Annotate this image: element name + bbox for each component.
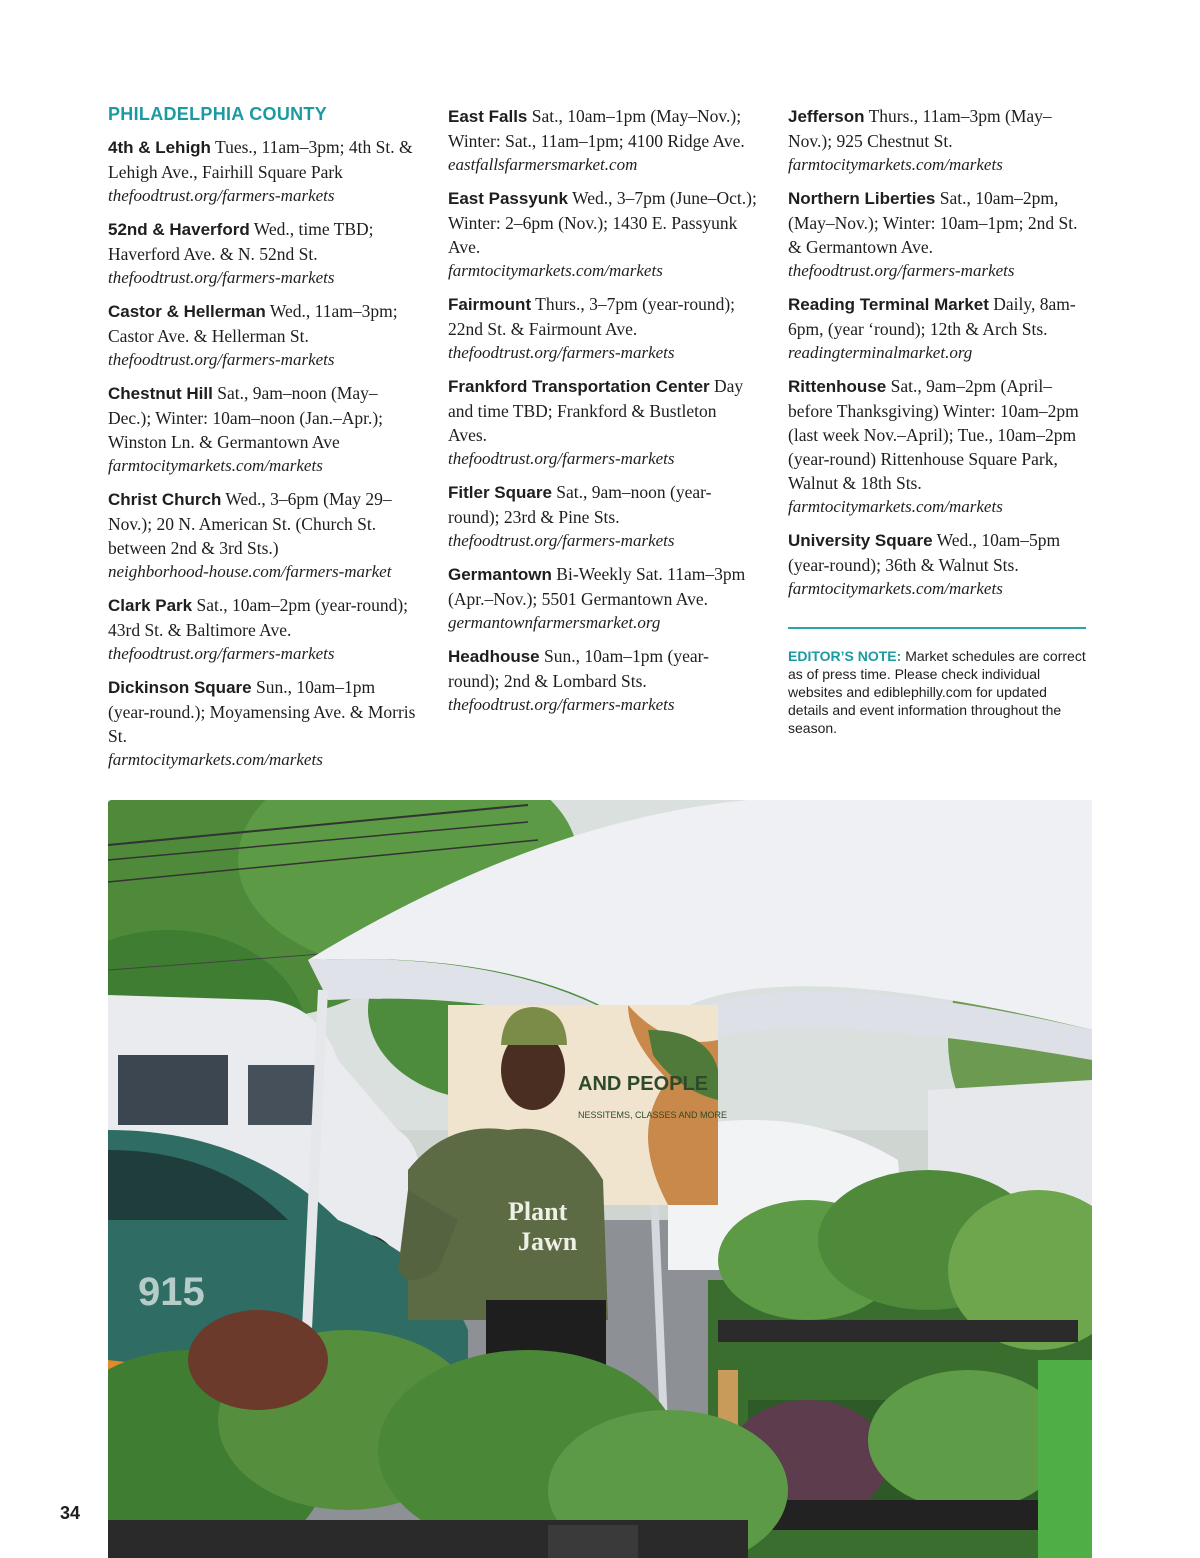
svg-text:915: 915 [138,1270,205,1314]
market-url: farmtocitymarkets.com/markets [788,497,1003,516]
market-name: Fitler Square [448,483,552,502]
market-name: Frankford Transportation Center [448,377,710,396]
market-name: 4th & Lehigh [108,138,211,157]
market-url: farmtocitymarkets.com/markets [788,155,1003,174]
market-entry [448,186,758,283]
market-name: Germantown [448,565,552,584]
market-name: Chestnut Hill [108,384,213,403]
market-details: Tues., 11am–3pm; 4th St. & Lehigh Ave., Fairhill Square Park [108,137,413,182]
market-entry [108,299,418,372]
column-3-list [788,104,1088,601]
section-heading: PHILADELPHIA COUNTY [108,104,328,124]
market-name: Castor & Hellerman [108,302,266,321]
market-entry [448,644,758,717]
market-url: thefoodtrust.org/farmers-markets [448,531,675,550]
market-name: University Square [788,531,933,550]
market-entry [788,374,1088,519]
market-details: Wed., 3–7pm (June–Oct.); Winter: 2–6pm (Nov.); 1430 E. Passyunk Ave. [448,188,757,257]
market-entry [448,292,758,365]
market-entry [108,487,418,584]
market-details: Thurs., 3–7pm (year-round); 22nd St. & Fairmount Ave. [448,294,736,339]
market-details: Sat., 9am–noon (May–Dec.); Winter: 10am–noon (Jan.–Apr.); Winston Ln. & Germantown Ave [108,383,384,452]
market-entry [448,562,758,635]
market-name: Headhouse [448,647,540,666]
market-details: Sat., 10am–2pm, (May–Nov.); Winter: 10am–1pm; 2nd St. & Germantown Ave. [788,188,1078,257]
market-url: thefoodtrust.org/farmers-markets [108,644,335,663]
market-details: Wed., 11am–3pm; Castor Ave. & Hellerman St. [108,301,398,346]
market-details: Thurs., 11am–3pm (May–Nov.); 925 Chestnut St. [788,106,1052,151]
page-number: 34 [60,1503,81,1523]
market-name: Jefferson [788,107,865,126]
market-photo-illustration [108,800,1092,1558]
market-name: Northern Liberties [788,189,936,208]
market-entry [108,381,418,478]
market-entry [448,374,758,471]
column-2 [448,104,758,726]
market-name: Reading Terminal Market [788,295,989,314]
market-details: Sat., 10am–1pm (May–Nov.); Winter: Sat., 11am–1pm; 4100 Ridge Ave. [448,106,745,151]
market-url: thefoodtrust.org/farmers-markets [448,695,675,714]
market-details: Sun., 10am–1pm (year-round); 2nd & Lombard Sts. [448,646,709,691]
market-url: farmtocitymarkets.com/markets [448,261,663,280]
market-url: farmtocitymarkets.com/markets [108,750,323,769]
sweatshirt-text-line2: Jawn [518,1227,578,1256]
market-url: thefoodtrust.org/farmers-markets [448,343,675,362]
market-url: thefoodtrust.org/farmers-markets [108,186,335,205]
market-details: Wed., 10am–5pm (year-round); 36th & Walnut Sts. [788,530,1061,575]
market-details: Wed., 3–6pm (May 29–Nov.); 20 N. American St. (Church St. between 2nd & 3rd Sts.) [108,489,392,558]
column-3 [788,104,1088,737]
market-entry [788,104,1088,177]
market-name: Clark Park [108,596,193,615]
market-url: farmtocitymarkets.com/markets [108,456,323,475]
market-photo [108,800,1092,1558]
market-details: Sun., 10am–1pm (year-round.); Moyamensing Ave. & Morris St. [108,677,416,746]
market-entry [108,135,418,208]
market-url: farmtocitymarkets.com/markets [788,579,1003,598]
market-details: Sat., 10am–2pm (year-round); 43rd St. & Baltimore Ave. [108,595,409,640]
market-url: readingterminalmarket.org [788,343,973,362]
market-entry [788,528,1088,601]
market-entry [108,675,418,772]
banner-text: AND PEOPLE [578,1073,709,1095]
market-name: Dickinson Square [108,678,252,697]
editor-note [788,647,1088,737]
column-1 [108,104,418,781]
divider [788,627,1086,629]
market-details: Sat., 9am–noon (year-round); 23rd & Pine Sts. [448,482,712,527]
market-details: Day and time TBD; Frankford & Bustleton Aves. [448,376,744,445]
market-details: Bi-Weekly Sat. 11am–3pm (Apr.–Nov.); 5501 Germantown Ave. [448,564,746,609]
market-url: thefoodtrust.org/farmers-markets [108,268,335,287]
market-entry [448,104,758,177]
market-name: East Passyunk [448,189,569,208]
market-name: Fairmount [448,295,532,314]
market-name: 52nd & Haverford [108,220,250,239]
market-entry [788,292,1088,365]
market-url: thefoodtrust.org/farmers-markets [448,449,675,468]
market-url: thefoodtrust.org/farmers-markets [108,350,335,369]
market-entry [448,480,758,553]
market-url: germantownfarmersmarket.org [448,613,661,632]
market-url: eastfallsfarmersmarket.com [448,155,638,174]
market-details: Sat., 9am–2pm (April–before Thanksgiving) Winter: 10am–2pm (last week Nov.–April); Tue., 10am–2pm (year-round) Rittenhouse Square Park, Walnut & 18th Sts. [788,376,1079,493]
market-details: Wed., time TBD; Haverford Ave. & N. 52nd St. [108,219,374,264]
market-url: thefoodtrust.org/farmers-markets [788,261,1015,280]
banner-small-text: NESSITEMS, CLASSES AND MORE [578,1110,728,1120]
editor-note-text: Market schedules are correct as of press time. Please check individual websites and ediblephilly.com for updated details and event information throughout the season. [788,648,1086,736]
sweatshirt-text-line1: Plant [508,1197,568,1226]
market-name: Christ Church [108,490,222,509]
market-name: East Falls [448,107,528,126]
market-entry [108,217,418,290]
market-url: neighborhood-house.com/farmers-market [108,562,392,581]
editor-note-label: EDITOR’S NOTE: [788,648,902,664]
market-entry [108,593,418,666]
market-details: Daily, 8am-6pm, (year ‘round); 12th & Arch Sts. [788,294,1076,339]
market-entry [788,186,1088,283]
market-name: Rittenhouse [788,377,887,396]
